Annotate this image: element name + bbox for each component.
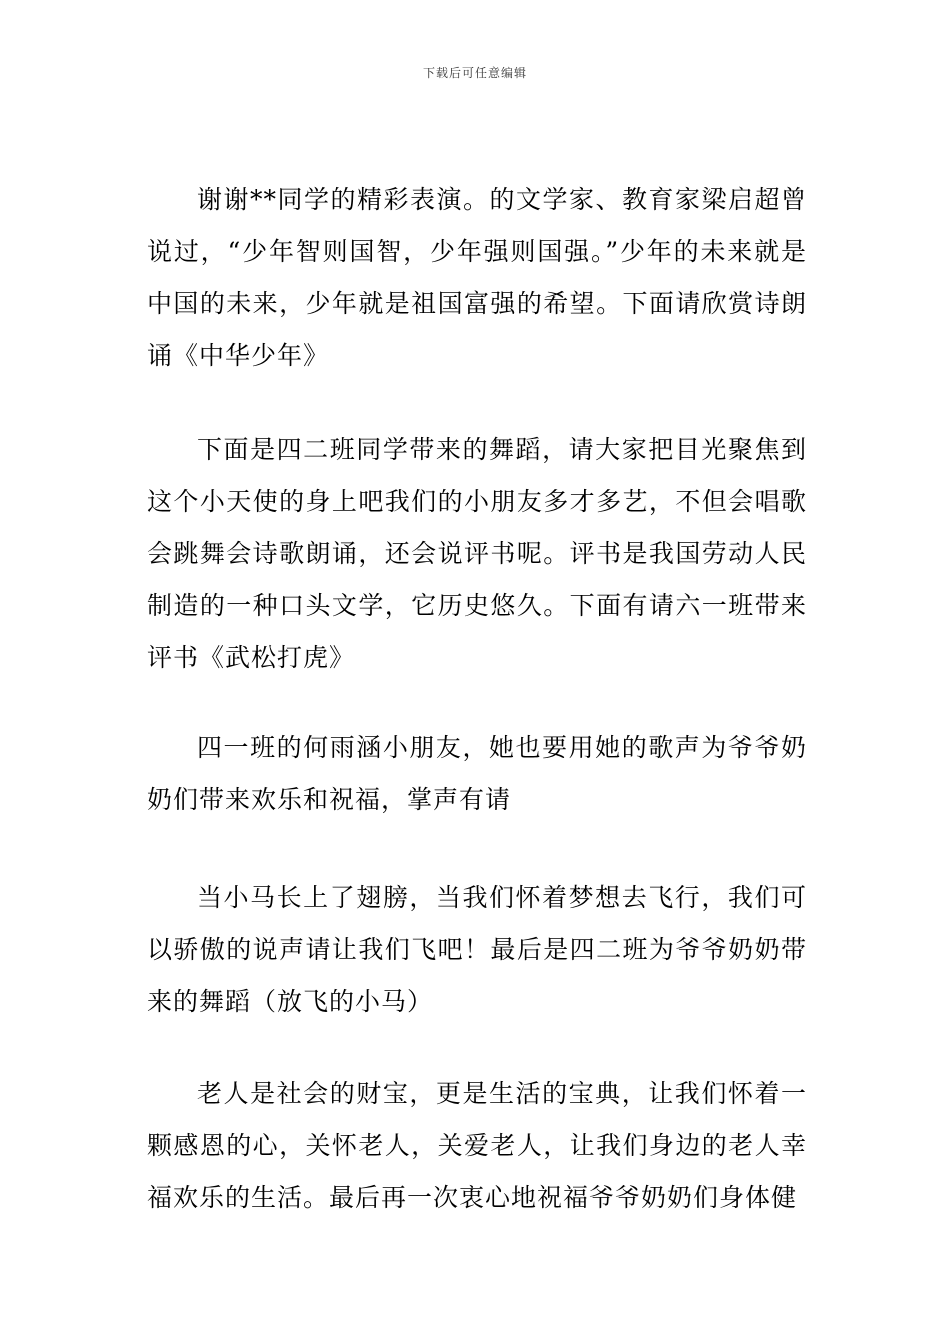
paragraph-1: 谢谢**同学的精彩表演。的文学家、教育家梁启超曾说过，“少年智则国智，少年强则国强。”少年的未来就是中国的未来，少年就是祖国富强的希望。下面请欣赏诗朗诵《中华少年》 bbox=[147, 185, 807, 370]
page-header: 下载后可任意编辑 bbox=[422, 66, 527, 80]
paragraph-2: 下面是四二班同学带来的舞蹈，请大家把目光聚焦到这个小天使的身上吧我们的小朋友多才多艺，不但会唱歌会跳舞会诗歌朗诵，还会说评书呢。评书是我国劳动人民制造的一种口头文学，它历史悠久。下面有请六一班带来评书《武松打虎》 bbox=[147, 435, 807, 672]
paragraph-5: 老人是社会的财宝，更是生活的宝典，让我们怀着一颗感恩的心，关怀老人，关爱老人，让我们身边的老人幸福欢乐的生活。最后再一次衷心地祝福爷爷奶奶们身体健 bbox=[147, 1079, 807, 1212]
paragraph-4: 当小马长上了翅膀，当我们怀着梦想去飞行，我们可以骄傲的说声请让我们飞吧！最后是四二班为爷爷奶奶带来的舞蹈（放飞的小马） bbox=[147, 883, 807, 1016]
paragraph-3: 四一班的何雨涵小朋友，她也要用她的歌声为爷爷奶奶们带来欢乐和祝福，掌声有请 bbox=[147, 733, 807, 814]
